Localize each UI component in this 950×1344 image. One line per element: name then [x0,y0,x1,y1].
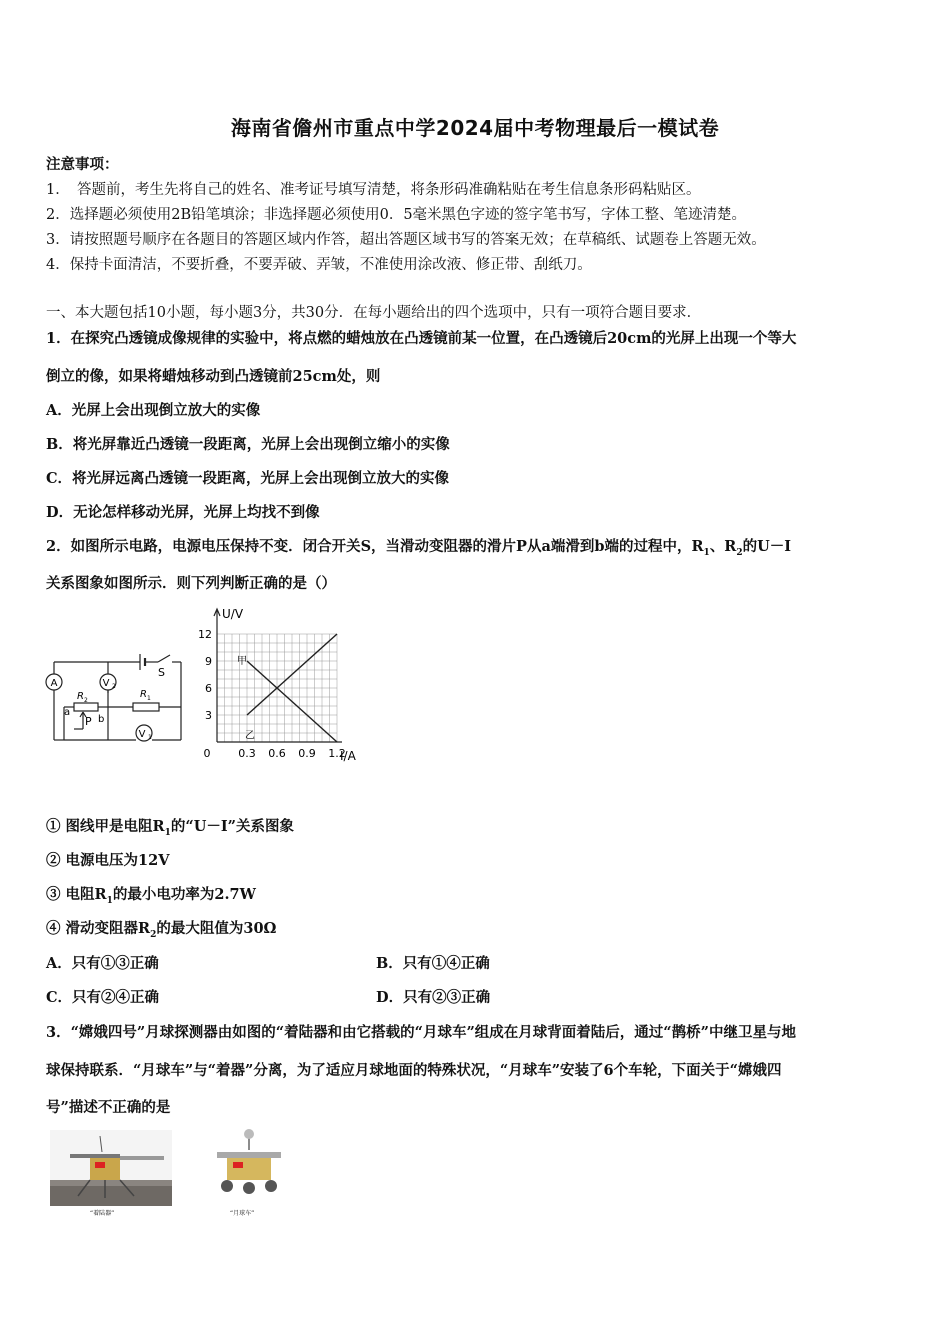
y-axis-label: U/V [222,607,244,621]
notice-item: 4．保持卡面清洁，不要折叠，不要弄破、弄皱，不准使用涂改液、修正带、刮纸刀。 [46,257,592,273]
series-label-yi: 乙 [245,730,255,742]
circuit-diagram [44,645,190,750]
x-tick-label: 0 [203,747,211,760]
q2-option-c: C．只有②④正确 [46,989,160,1006]
q3-stem-line2: 球保持联系．“月球车”与“着器”分离，为了适应月球地面的特殊状况，“月球车”安装了6个车轮，下面关于“嫦娥四 [46,1062,782,1079]
q2-statement-4: ④ 滑动变阻器$R_2$的最大阻值为30Ω [46,920,277,940]
section-heading: 一、本大题包括10小题，每小题3分，共30分．在每小题给出的四个选项中，只有一项符合题目要求． [46,305,702,321]
exam-title: 海南省儋州市重点中学2024届中考物理最后一模试卷 [230,116,720,140]
v1-sub: 1 [148,734,152,741]
ammeter-label: A [50,678,58,689]
q2-stem-line1: 2．如图所示电路，电源电压保持不变．闭合开关S，当滑动变阻器的滑片P从a端滑到b端的过程中，$R_1$、$R_2$的U－I [46,538,792,558]
end-a-label: a [64,707,71,718]
y-tick-label: 6 [205,682,212,695]
slider-label: P [85,715,92,728]
q3-stem-line3: 号”描述不正确的是 [46,1099,171,1116]
q2-stem-line2: 关系图象如图所示．则下列判断正确的是（） [46,575,336,592]
switch-label: S [158,666,165,679]
v2-label: V [102,678,110,689]
q1-stem-line1: 1．在探究凸透镜成像规律的实验中，将点燃的蜡烛放在凸透镜前某一位置，在凸透镜后20cm的光屏上出现一个等大 [46,330,797,347]
v2-sub: 2 [112,683,116,690]
x-tick-label: 1.2 [328,747,346,760]
notice-heading: 注意事项： [46,156,119,173]
q1-option-d: D．无论怎样移动光屏，光屏上均找不到像 [46,504,320,521]
q1-option-c: C．将光屏远离凸透镜一段距离，光屏上会出现倒立放大的实像 [46,470,450,487]
q2-option-a: A．只有①③正确 [46,955,159,972]
notice-item: 1． 答题前，考生先将自己的姓名、准考证号填写清楚，将条形码准确粘贴在考生信息条形码粘贴区。 [46,182,701,198]
rover-caption: “月球车” [230,1210,255,1217]
x-tick-label: 0.9 [298,747,316,760]
q2-option-d: D．只有②③正确 [376,989,491,1006]
series-label-jia: 甲 [237,656,247,667]
x-axis-label: I/A [340,749,356,763]
r2-label: R [77,691,84,702]
r1-sub: 1 [147,695,151,702]
lander-caption: “着陆器” [90,1210,115,1217]
ui-graph [192,602,362,770]
y-tick-label: 12 [198,628,212,641]
q1-stem-line2: 倒立的像，如果将蜡烛移动到凸透镜前25cm处，则 [46,368,381,385]
notice-item: 2．选择题必须使用2B铅笔填涂；非选择题必须使用0．5毫米黑色字迹的签字笔书写，字体工整、笔迹清楚。 [46,207,747,223]
x-tick-label: 0.6 [268,747,286,760]
q2-statement-2: ② 电源电压为12V [46,852,170,869]
notice-item: 3．请按照题号顺序在各题目的答题区域内作答，超出答题区域书写的答案无效；在草稿纸、试题卷上答题无效。 [46,232,766,248]
q2-statement-1: ① 图线甲是电阻$R_1$的“U－I”关系图象 [46,818,294,838]
r2-sub: 2 [84,697,88,704]
r1-label: R [140,689,147,700]
y-tick-label: 3 [205,709,212,722]
q1-option-a: A．光屏上会出现倒立放大的实像 [46,402,261,419]
q3-stem-line1: 3．“嫦娥四号”月球探测器由如图的“着陆器和由它搭载的“月球车”组成在月球背面着陆后，通过“鹊桥”中继卫星与地 [46,1024,796,1041]
v1-label: V [138,729,146,740]
y-tick-label: 9 [205,655,212,668]
lander-image [50,1130,172,1206]
end-b-label: b [98,714,105,725]
x-tick-label: 0.3 [238,747,256,760]
rover-image [209,1128,289,1208]
q1-option-b: B．将光屏靠近凸透镜一段距离，光屏上会出现倒立缩小的实像 [46,436,450,453]
q2-option-b: B．只有①④正确 [376,955,490,972]
q2-statement-3: ③ 电阻$R_1$的最小电功率为2.7W [46,886,256,906]
